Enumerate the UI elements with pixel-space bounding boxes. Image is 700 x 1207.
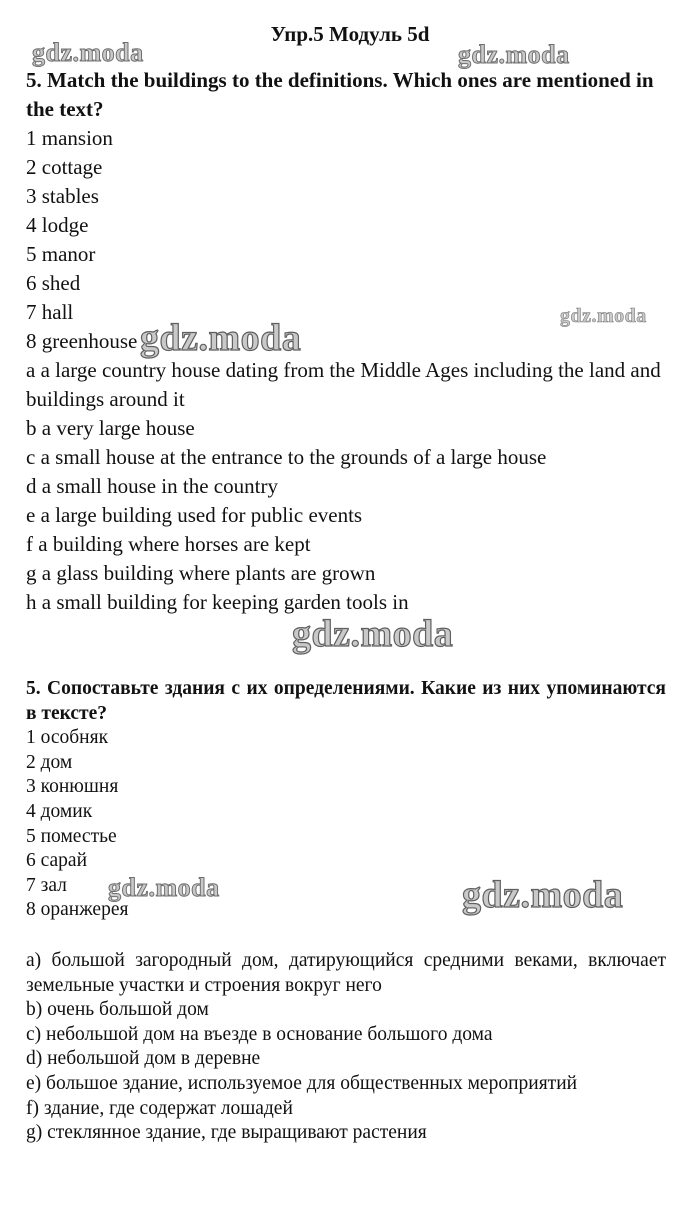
english-definitions-list [26,356,666,617]
russian-building-item: 4 домик [26,800,93,822]
russian-building-item: 2 дом [26,751,73,773]
russian-definition-item: f) здание, где содержат лошадей [26,1097,293,1119]
english-definition-item: d a small house in the country [26,474,278,498]
russian-definition-item: c) небольшой дом на въезде в основание большого дома [26,1023,493,1045]
english-definition-item: h a small building for keeping garden tools in [26,590,409,614]
page-title: Упр.5 Модуль 5d [270,22,430,46]
watermark: gdz.moda [462,874,624,916]
russian-definitions-list [26,949,666,1146]
russian-definition-item: e) большое здание, используемое для общественных мероприятий [26,1072,578,1094]
english-building-item: 7 hall [26,300,74,324]
russian-building-item: 6 сарай [26,850,88,872]
english-definition-item: f a building where horses are kept [26,532,311,556]
russian-definition-item: d) небольшой дом в деревне [26,1048,261,1070]
russian-building-item: 3 конюшня [26,776,119,798]
english-building-item: 4 lodge [26,213,89,237]
russian-task-heading: 5. Сопоставьте здания с их определениями. Какие из них упоминаются в тексте? [26,678,666,724]
english-building-item: 1 mansion [26,126,113,150]
english-building-item: 5 manor [26,242,96,266]
english-definition-item: g a glass building where plants are grown [26,561,376,585]
russian-definition-item: g) стеклянное здание, где выращивают растения [26,1122,427,1144]
watermark: gdz.moda [458,40,570,69]
watermark: gdz.moda [32,38,144,67]
russian-building-item: 1 особняк [26,727,109,749]
english-definition-item: e a large building used for public events [26,503,363,527]
english-building-item: 8 greenhouse [26,329,138,353]
russian-building-item: 7 зал [26,874,67,896]
english-building-item: 6 shed [26,271,81,295]
russian-building-item: 8 оранжерея [26,899,129,921]
english-buildings-list [26,124,666,356]
russian-building-item: 5 поместье [26,825,117,847]
russian-section [26,677,666,1146]
russian-definition-item: b) очень большой дом [26,999,209,1021]
watermark: gdz.moda [292,613,454,655]
english-building-item: 3 stables [26,184,99,208]
english-section [26,66,666,617]
russian-buildings-list [26,726,666,923]
russian-definition-item: a) большой загородный дом, датирующийся средними веками, включает земельные участки и строения вокруг него [26,949,666,996]
watermark: gdz.moda [560,305,647,327]
english-definition-item: b a very large house [26,416,195,440]
english-task-heading: 5. Match the buildings to the definitions. Which ones are mentioned in the text? [26,68,654,121]
watermark: gdz.moda [108,873,220,902]
english-definition-item: a a large country house dating from the Middle Ages including the land and buildings around it [26,358,661,411]
english-building-item: 2 cottage [26,155,103,179]
english-definition-item: c a small house at the entrance to the grounds of a large house [26,445,547,469]
watermark: gdz.moda [140,317,302,359]
